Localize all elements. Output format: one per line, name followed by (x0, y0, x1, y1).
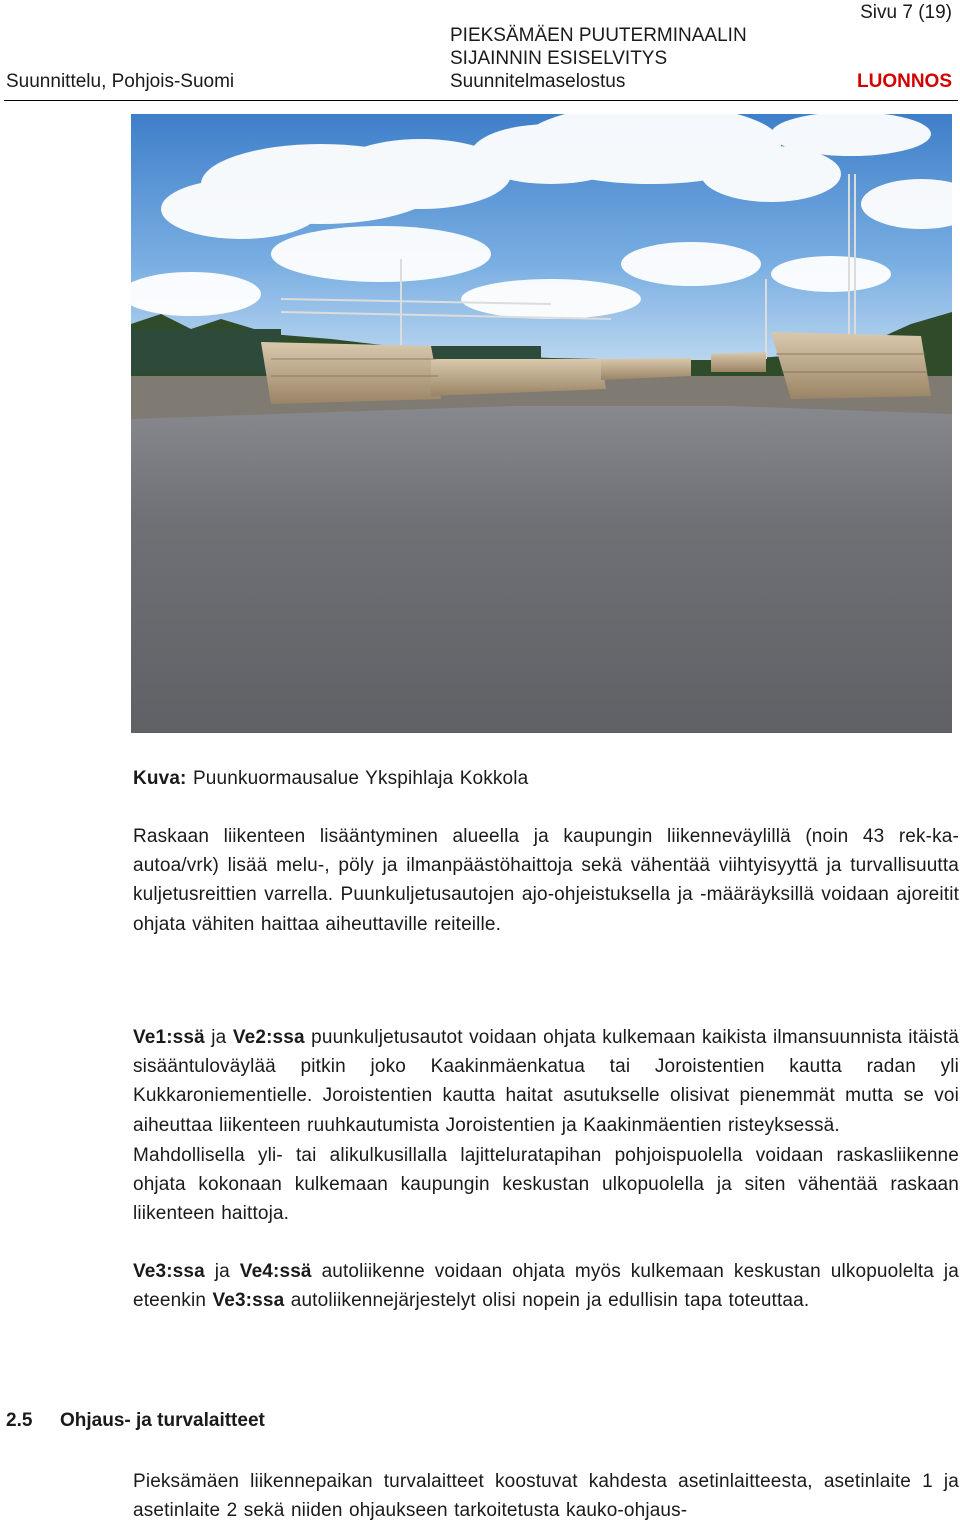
paragraph-overpass: Mahdollisella yli- tai alikulkusillalla lajitteluratapihan pohjoispuolella voidaan raskasliikenne ohjata kokonaan kulkemaan kaupungin keskustan ulkopuolella ja siten vähentää raskaan liikenteen haittoja. (133, 1145, 959, 1225)
organization-label: Suunnittelu, Pohjois-Suomi (6, 71, 235, 92)
page-number: Sivu 7 (19) (860, 2, 952, 23)
paragraph-ve3-ve4-text2: autoliikennejärjestelyt olisi nopein ja edullisin tapa toteuttaa. (284, 1290, 810, 1312)
paragraph-ve1-ve2-text: puunkuljetusautot voidaan ohjata kulkemaan kaikista ilmansuunnista itäistä sisääntuloväylää pitkin joko Kaakinmäenkatua tai Joroistentien kautta radan yli Kukkaroniementielle. Joroistentien kautta haitat asutukselle olisivat pienemmät mutta se voi aiheuttaa liikenteen ruuhkautumista Joroistentien ja Kaakinmäentien risteyksessä. (133, 1027, 959, 1136)
caption-text: Puunkuormausalue Ykspihlaja Kokkola (186, 768, 529, 789)
caption-label: Kuva: (133, 768, 187, 789)
section-title: Ohjaus- ja turvalaitteet (60, 1410, 265, 1431)
document-title-line2: SIJAINNIN ESISELVITYS (450, 48, 668, 69)
document-title-line1: PIEKSÄMÄEN PUUTERMINAALIN (450, 25, 747, 46)
ve2-term: Ve2:ssa (232, 1027, 305, 1048)
paragraph-ve3-ve4 (133, 1257, 959, 1315)
ve3-term: Ve3:ssa (133, 1261, 205, 1282)
ve-join-2: ja (204, 1261, 240, 1282)
ve1-term: Ve1:ssä (133, 1027, 205, 1048)
ve-join: ja (204, 1027, 233, 1048)
paragraph-safety-devices: Pieksämäen liikennepaikan turvalaitteet koostuvat kahdesta asetinlaitteesta, asetinlaite 1 ja asetinlaite 2 sekä niiden ohjaukseen tarkoitetusta kauko-ohjaus- (133, 1471, 959, 1522)
figure-caption (133, 764, 959, 793)
section-heading (6, 1410, 265, 1432)
draft-label: LUONNOS (857, 71, 952, 92)
ve4-term: Ve4:ssä (239, 1261, 312, 1282)
paragraph-ve3-ve4-text1: autoliikenne voidaan ohjata myös kulkemaan keskustan ulkopuolelta ja eteenkin (133, 1261, 959, 1312)
document-subtitle: Suunnitelmaselostus (450, 71, 626, 92)
paragraph-traffic-impact: Raskaan liikenteen lisääntyminen alueella ja kaupungin liikenneväylillä (noin 43 rek-ka-autoa/vrk) lisää melu-, pöly ja ilmanpäästöhaittoja sekä vähentää viihtyisyyttä ja turvallisuutta kuljetusreittien varrella. Puunkuljetusautojen ajo-ohjeistuksella ja -määräyksillä voidaan ajoreitit ohjata vähiten haittaa aiheuttaville reiteille. (133, 826, 959, 935)
header-rule (4, 100, 958, 101)
section-number: 2.5 (6, 1410, 33, 1431)
ve3-term-2: Ve3:ssa (212, 1290, 285, 1312)
paragraph-ve1-ve2 (133, 1023, 959, 1140)
timber-terminal-photo (131, 114, 952, 733)
